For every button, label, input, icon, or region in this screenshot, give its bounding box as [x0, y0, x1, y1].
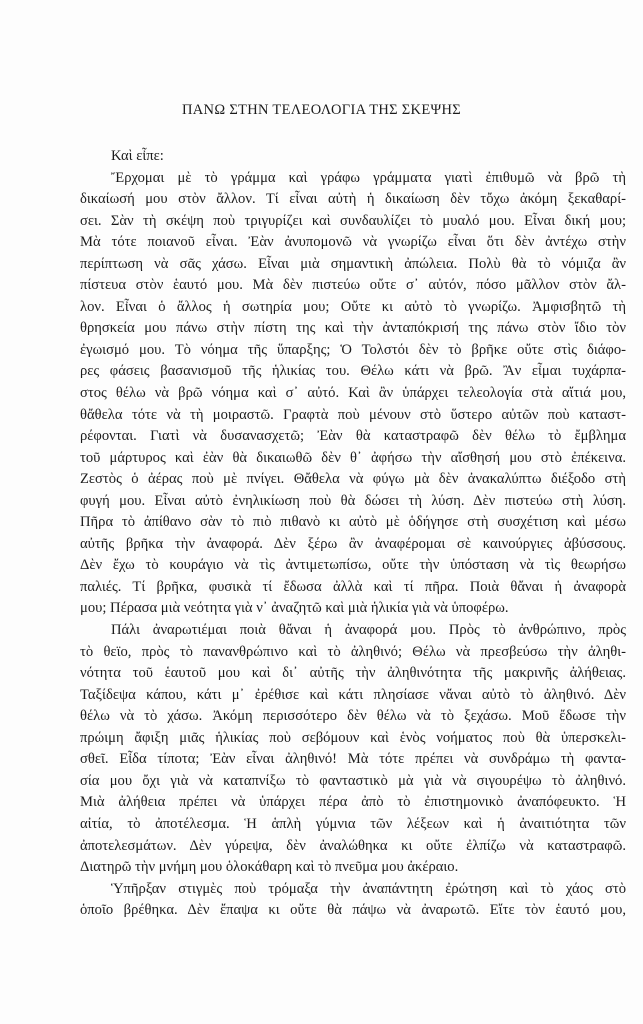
text-line: ρέφονται. Γιατὶ νὰ δυσανασχετῶ; Ἐὰν θὰ καταστραφῶ δὲν θέλω τὸ ἔμβλημα [80, 428, 626, 445]
text-line: Ζεστὸς ὁ ἀέρας ποὺ μὲ πνίγει. Θἄθελα νὰ φύγω μὰ δὲν ἀνακαλύπτω διέξοδο στὴ [80, 471, 626, 488]
text-line: Διατηρῶ τὴν μνήμη μου ὁλοκάθαρη καὶ τὸ πνεῦμα μου ἀκέραιο. [80, 859, 459, 876]
text-line: Πάλι ἀναρωτιέμαι ποιὰ θἄναι ἡ ἀναφορά μου. Πρὸς τὸ ἀνθρώπινο, πρὸς [111, 622, 626, 639]
text-line: ρες φάσεις βασανισμοῦ τῆς ἡλικίας του. Θέλω κάτι νὰ βρῶ. Ἂν εἶμαι τυχάρπα- [80, 363, 626, 380]
text-line: θέλω νὰ τὸ χάσω. Ἀκόμη περισσότερο δὲν θέλω νὰ τὸ ξεχάσω. Μοῦ ἔδωσε τὴν [80, 708, 626, 725]
text-line: Ἔρχομαι μὲ τὸ γράμμα καὶ γράφω γράμματα γιατὶ ἐπιθυμῶ νὰ βρῶ τὴ [111, 169, 626, 186]
text-line: λον. Εἶναι ὁ ἄλλος ἡ σωτηρία μου; Οὔτε κι αὐτὸ τὸ γνωρίζω. Ἀμφισβητῶ τὴ [80, 298, 626, 315]
text-line: νότητα τοῦ ἑαυτοῦ μου καὶ δι᾽ αὐτῆς τὴν ἀληθινότητα τῆς μακρινῆς ἀλήθειας. [80, 665, 626, 682]
text-line: παλιές. Τί βρῆκα, φυσικὰ τί ἔδωσα ἀλλὰ καὶ τί πῆρα. Ποιὰ θἄναι ἡ ἀναφορὰ [80, 578, 626, 595]
text-line: ὁποῖο βρέθηκα. Δὲν ἔπαψα κι οὔτε θὰ πάψω νὰ ἀναρωτῶ. Εἴτε τὸν ἑαυτό μου, [80, 902, 626, 919]
text-line: πίστευα στὸν ἑαυτό μου. Μὰ δὲν πιστεύω οὔτε σ᾽ αὐτόν, πόσο μᾶλλον στὸν ἄλ- [80, 277, 626, 294]
text-line: Καὶ εἶπε: [111, 148, 164, 164]
text-line: μου; Πέρασα μιὰ νεότητα γιὰ ν᾽ ἀναζητῶ καὶ μιὰ ἡλικία γιὰ νὰ ὑποφέρω. [80, 600, 509, 617]
text-line: αὐτῆς βρῆκα τὴν ἀναφορά. Δὲν ξέρω ἂν ἀναφέρομαι σὲ καινούργιες ἀβύσσους. [80, 535, 626, 552]
text-line: Πῆρα τὸ ἀπίθανο σὰν τὸ πιὸ πιθανὸ κι αὐτὸ μὲ ὁδήγησε στὴ συσχέτιση καὶ μέσω [80, 514, 626, 531]
text-line: Ὑπῆρξαν στιγμὲς ποὺ τρόμαξα τὴν ἀναπάντητη ἐρώτηση καὶ τὸ χάος στὸ [111, 880, 626, 897]
text-line: σει. Σὰν τὴ σκέψη ποὺ τριγυρίζει καὶ συνδαυλίζει τὸ μυαλό μου. Εἶναι δική μου; [80, 212, 626, 229]
text-line: Μὰ τότε ποιανοῦ εἶναι. Ἐὰν ἀνυπομονῶ νὰ γνωρίζω εἶναι ὅτι δὲν ἀντέχω στὴν [80, 234, 626, 251]
text-line: θἄθελα τότε νὰ τὴ μοιραστῶ. Γραφτὰ ποὺ μένουν στὸ ὕστερο αὐτῶν ποὺ καταστ- [80, 406, 626, 423]
chapter-title: ΠΑΝΩ ΣΤΗΝ ΤΕΛΕΟΛΟΓΙΑ ΤΗΣ ΣΚΕΨΗΣ [182, 102, 461, 118]
text-line: ἀποτελεσμάτων. Δὲν γύρεψα, δὲν ἀναλώθηκα κι οὔτε ἐλπίζω νὰ καταστραφῶ. [80, 837, 626, 854]
text-line: στος θέλω νὰ βρῶ νόημα καὶ σ᾽ αὐτό. Καὶ ἂν ὑπάρχει τελεολογία στὰ αἴτιά μου, [80, 385, 626, 402]
text-line: Ταξίδεψα κάπου, κάτι μ᾽ ἐρέθισε καὶ κάτι πλησίασε νἄναι αὐτὸ τὸ ἀληθινό. Δὲν [80, 686, 626, 703]
text-line: τὸ θεϊο, πρὸς τὸ πανανθρώπινο καὶ τὸ ἀληθινό; Θέλω νὰ πρεσβεύσω τὴν ἀληθι- [80, 643, 626, 660]
text-line: σθεῖ. Εἶδα τίποτα; Ἐὰν εἶναι ἀληθινό! Μὰ τότε πρέπει νὰ συνδράμω τὴ φαντα- [80, 751, 626, 768]
text-line: ἐγωισμό μου. Τὸ νόημα τῆς ὕπαρξης; Ὁ Τολστόι δὲν τὸ βρῆκε οὔτε στὶς διάφο- [80, 341, 626, 358]
body-text [80, 146, 626, 922]
text-line: Δὲν ἔχω τὸ κουράγιο νὰ τὶς ἀντιμετωπίσω, οὔτε τὴν ὑπόσταση νὰ τὶς θεωρήσω [80, 557, 626, 574]
text-line: περίπτωση νὰ σᾶς χάσω. Εἶναι μιὰ σημαντικὴ ἀπώλεια. Πολὺ θὰ τὸ νόμιζα ἂν [80, 255, 626, 272]
text-line: σία μου ὄχι γιὰ νὰ καταπνίξω τὸ φανταστικὸ μὰ γιὰ νὰ σιγουρέψω τὸ ἀληθινό. [80, 772, 626, 789]
text-line: φυγή μου. Εἶναι αὐτὸ ἐνηλικίωση ποὺ θὰ δώσει τὴ λύση. Δὲν πιστεύω στὴ λύση. [80, 492, 626, 509]
text-line: δικαίωσή μου στὸν ἄλλον. Τί εἶναι αὐτὴ ἡ δικαίωση δὲν τὄχω ἀκόμη ξεκαθαρί- [80, 191, 626, 208]
text-line: θρησκεία μου πάνω στὴν πίστη της καὶ τὴν ἀνταπόκρισή της πάνω στὸν ἴδιο τὸν [80, 320, 626, 337]
text-line: Μιὰ ἀλήθεια πρέπει νὰ ὑπάρχει πέρα ἀπὸ τὸ ἐπιστημονικὸ ἀναπόφευκτο. Ἡ [80, 794, 626, 811]
text-line: αἰτία, τὸ ἀποτέλεσμα. Ἡ ἁπλὴ γύμνια τῶν λέξεων καὶ ἡ ἀναιτιότητα τῶν [80, 815, 626, 832]
text-line: πρώιμη ἄφιξη μιᾶς ἡλικίας ποὺ σεβόμουν καὶ ἑνὸς νοήματος ποὺ θὰ ὑπερσκελι- [80, 729, 626, 746]
text-line: τοῦ μάρτυρος καὶ ἐὰν θὰ δικαιωθῶ δὲν θ᾽ ἀφήσω τὴν αἴσθησή μου στὸ ἐπέκεινα. [80, 449, 626, 466]
